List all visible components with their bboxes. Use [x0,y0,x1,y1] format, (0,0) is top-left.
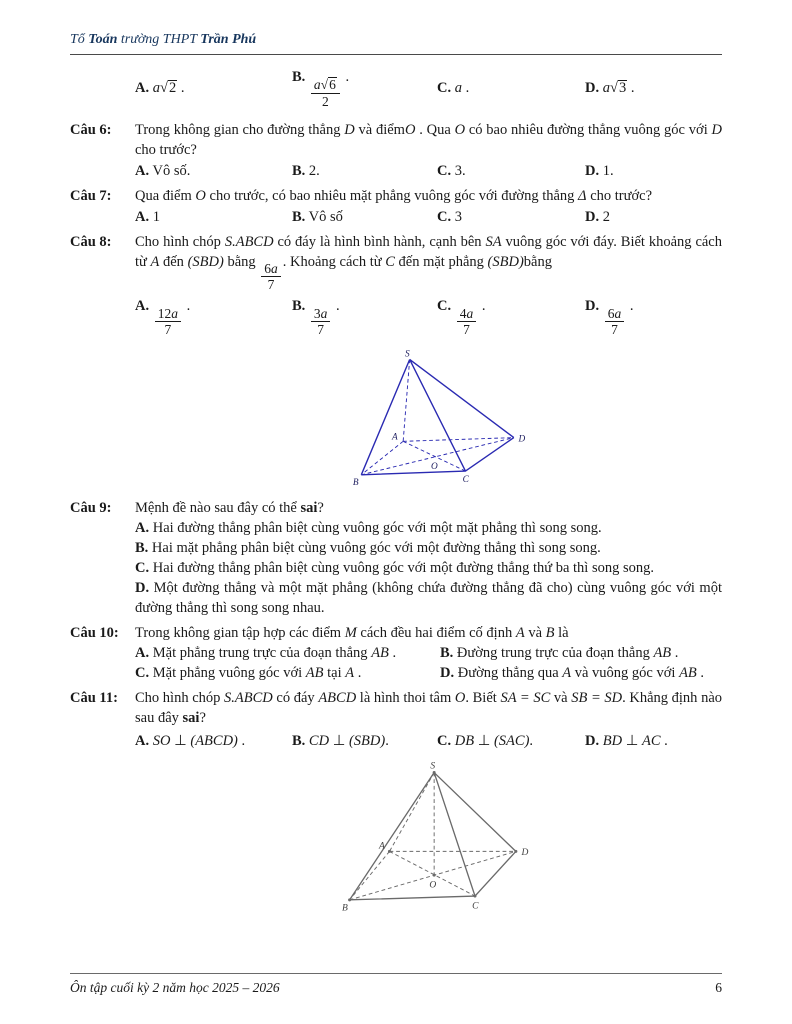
vertex-label-b: B [342,903,348,914]
question-body [135,623,722,683]
figure-2-container [342,761,722,919]
vertex-label-s: S [430,761,436,772]
vertex-dot-d [514,850,517,853]
footer-text: Ôn tập cuối kỳ 2 năm học 2025 – 2026 [70,980,280,996]
question-body [135,186,722,227]
pyramid-hidden-edges [361,359,514,474]
question-8 [70,232,722,337]
options-row [135,296,722,337]
vertex-label-c: C [472,901,479,912]
option-a: A. 1 [135,208,160,225]
question-11 [70,688,722,751]
vertex-label-d: D [518,434,526,445]
question-text: Trong không gian tập hợp các điểm M cách đều hai điểm cố định A và B là [135,624,569,641]
vertex-label-o: O [429,880,437,891]
option-b: B. $\frac{a√6}{2}$ . [292,69,350,109]
page-header [70,30,722,55]
option-b: B. Vô số [292,208,343,225]
vertex-dot-o [433,874,436,877]
question-body [135,232,722,337]
option-c: C. 3. [437,162,466,179]
option-a: A. SO ⊥ (ABCD) . [135,732,246,749]
figure-1-container [352,345,722,493]
option-a: A. a√2 . [135,80,185,96]
option-a: A. Hai đường thẳng phân biệt cùng vuông góc với một mặt phẳng thì song song. [135,519,602,536]
question-text: Qua điểm O cho trước, có bao nhiêu mặt phẳng vuông góc với đường thẳng Δ cho trước? [135,187,653,204]
option-d: D. 2 [585,208,610,225]
option-c: C. 3 [437,208,462,225]
options-row [135,161,722,181]
question-text: Mệnh đề nào sau đây có thể sai? [135,499,324,516]
page-number: 6 [715,980,722,996]
options-row [135,731,722,751]
option-c: C. DB ⊥ (SAC). [437,732,534,749]
options-row-1 [135,643,722,663]
question-5-options-row [135,67,722,108]
option-c: C. a . [437,80,470,96]
vertex-label-c: C [462,475,469,486]
pyramid-visible-edges [361,359,514,474]
question-7 [70,186,722,227]
vertex-dot-a [388,850,391,853]
header-title: Tổ Toán trường THPT Trần Phú [70,32,257,47]
question-text: Trong không gian cho đường thẳng D và điểmO . Qua O có bao nhiêu đường thẳng vuông góc với D cho trước? [135,121,722,158]
question-number: Câu 9: [70,499,112,516]
question-number: Câu 6: [70,121,112,138]
question-number: Câu 7: [70,187,112,204]
option-c: C. Hai đường thẳng phân biệt cùng vuông góc với một đường thẳng thứ ba thì song song. [135,559,654,576]
question-text: Cho hình chóp S.ABCD có đáy ABCD là hình thoi tâm O. Biết SA = SC và SB = SD. Khẳng định nào sau đây sai? [135,689,723,726]
option-d: D. a√3 . [585,80,635,96]
option-d: D. Một đường thẳng và một mặt phẳng (không chứa đường thẳng đã cho) cùng vuông góc với một đường thẳng thì song song nhau. [135,579,722,616]
question-body [135,688,722,751]
question-6 [70,120,722,181]
pyramid-figure-blue [352,345,538,493]
option-a: A. Mặt phẳng trung trực của đoạn thẳng AB . [135,644,397,661]
option-a: A. Vô số. [135,162,191,179]
question-9 [70,498,722,618]
question-number: Câu 11: [70,689,118,706]
option-b: B. Đường trung trực của đoạn thẳng AB . [440,644,679,661]
option-d: D. Đường thẳng qua A và vuông góc với AB . [440,664,705,681]
option-b: B. CD ⊥ (SBD). [292,732,389,749]
option-b: B. $\frac{3a}{7}$ . [292,298,340,337]
option-d: D. 1. [585,162,614,179]
options-row [135,207,722,227]
pyramid-figure-gray [342,761,532,919]
page-footer [70,973,722,998]
option-b: B. 2. [292,162,320,179]
option-d: D. BD ⊥ AC . [585,732,668,749]
vertex-dot-b [348,898,351,901]
vertex-label-b: B [352,477,359,488]
option-b: B. Hai mặt phẳng phân biệt cùng vuông góc với một đường thẳng thì song song. [135,539,601,556]
question-10 [70,623,722,683]
vertex-label-a: A [391,432,398,443]
question-body [135,498,722,618]
question-text: Cho hình chóp S.ABCD có đáy là hình bình hành, cạnh bên SA vuông góc với đáy. Biết khoảng cách từ A đến (SBD) bằng $\frac{6a}{7}$ . Khoảng cách từ C đến mặt phẳng (SBD)bằng [135,233,722,293]
vertex-label-s: S [405,349,410,360]
question-number: Câu 10: [70,624,119,641]
option-a: A. $\frac{12a}{7}$ . [135,298,191,337]
option-d: D. $\frac{6a}{7}$ . [585,298,634,337]
question-body [135,120,722,181]
vertex-label-o: O [431,462,438,473]
options-row-2 [135,663,722,683]
vertex-label-a: A [379,841,385,852]
option-c: C. Mặt phẳng vuông góc với AB tại A . [135,664,362,681]
vertex-dot-c [473,894,476,897]
question-number: Câu 8: [70,233,112,250]
option-c: C. $\frac{4a}{7}$ . [437,298,486,337]
vertex-label-d: D [521,848,529,859]
